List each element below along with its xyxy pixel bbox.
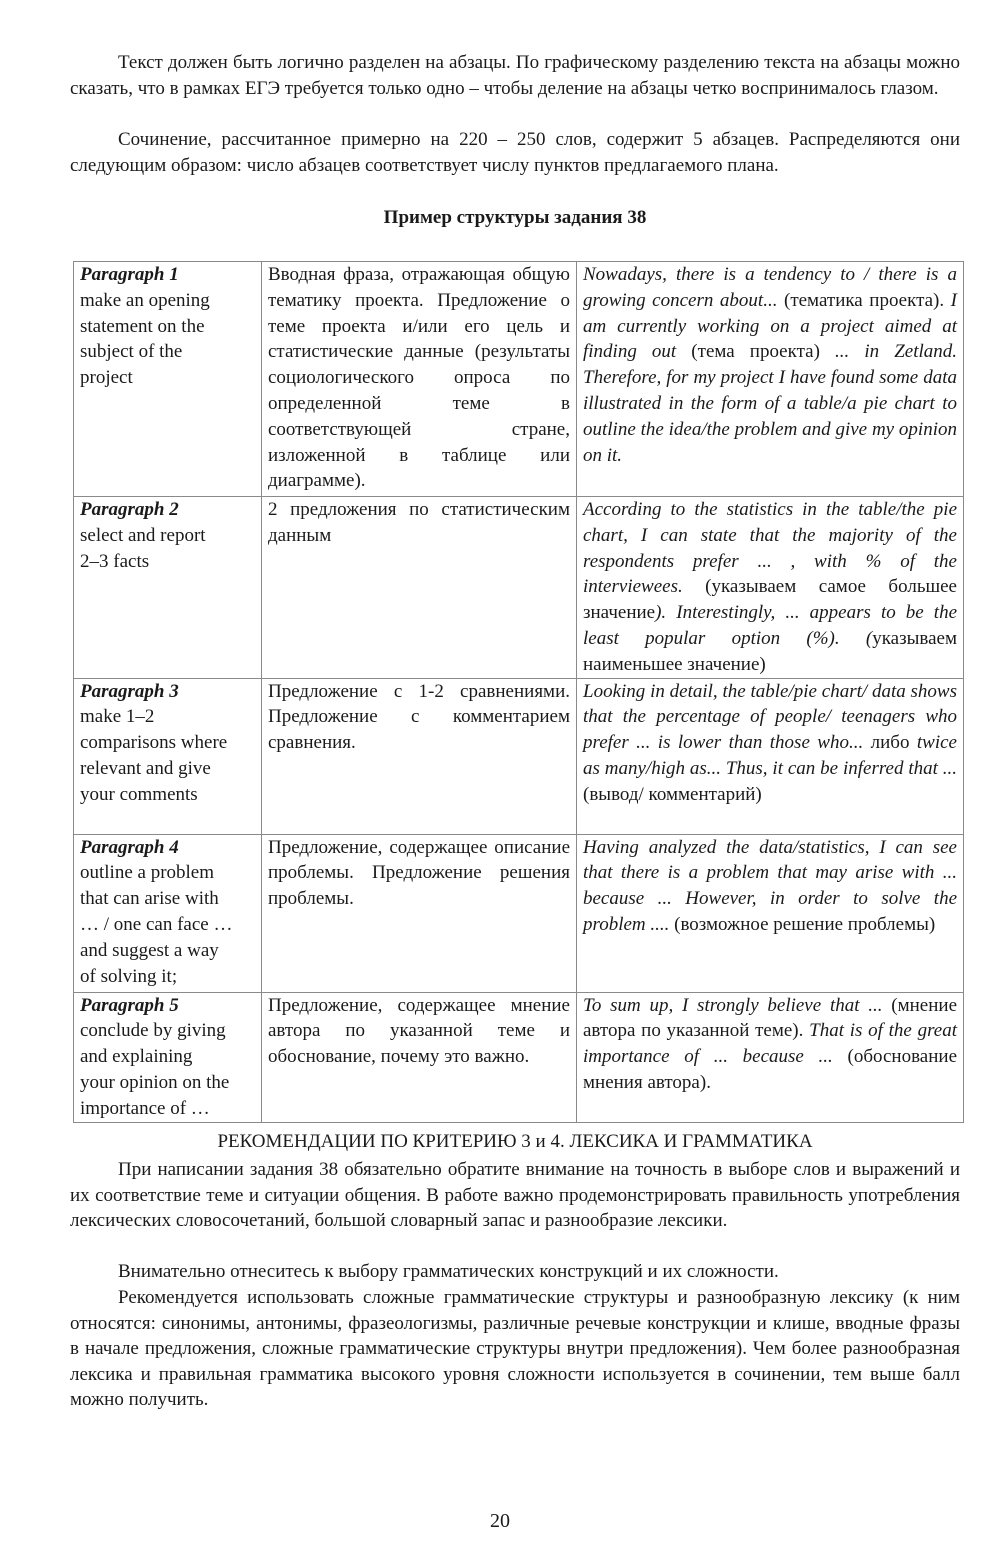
paragraph-task-line: outline a problem — [80, 862, 215, 884]
example-segment: либо — [863, 732, 917, 754]
paragraph-cell — [74, 262, 262, 497]
paragraph-task-line: 2–3 facts — [80, 550, 150, 572]
paragraph-title: Paragraph 1 — [80, 264, 179, 285]
paragraph-title: Paragraph 2 — [80, 499, 179, 520]
paragraph-task-line: of solving it; — [80, 965, 178, 987]
paragraph-task-line: statement on the — [80, 315, 205, 337]
paragraph-cell — [74, 497, 262, 679]
description-cell: Предложение, содержащее мнение автора по указанной теме и обоснование, почему это важно. — [262, 992, 577, 1122]
paragraph-title: Paragraph 4 — [80, 836, 179, 858]
description-cell: Предложение с 1-2 сравнениями. Предложение с комментарием сравнения. — [262, 678, 577, 834]
paragraph-task-line: your comments — [80, 783, 198, 805]
description-cell: Предложение, содержащее описание проблемы. Предложение решения проблемы. — [262, 834, 577, 992]
paragraph-task-line: conclude by giving — [80, 1020, 226, 1042]
example-segment: I am currently working on a project aimed at finding out — [583, 289, 957, 363]
paragraph-task-line: subject of the — [80, 341, 183, 363]
paragraph-task-line: project — [80, 367, 133, 389]
example-segment: указываем наименьшее значение) — [583, 627, 957, 675]
paragraph-title: Paragraph 3 — [80, 680, 179, 702]
paragraph-task-line: and explaining — [80, 1046, 193, 1068]
example-segment: (тематика проекта). — [777, 289, 951, 311]
section-paragraph-2: Внимательно отнеситесь к выбору грамматических конструкций и их сложности. — [118, 1261, 779, 1282]
example-segment: (возможное решение проблемы) — [669, 913, 936, 935]
paragraph-task-line: that can arise with — [80, 888, 219, 910]
example-segment: Having analyzed the data/statistics, I can see that there is a problem that may arise with ... because ... However, in order to solve the problem .... — [583, 836, 957, 935]
example-segment: That is of the great importance of ... because ... — [583, 1020, 957, 1068]
example-segment: (обоснование мнения автора). — [583, 1046, 958, 1093]
paragraph-cell — [74, 992, 262, 1122]
table-row — [74, 262, 964, 497]
example-segment: ). Interestingly, ... appears to be the least popular option (%). ( — [583, 602, 957, 649]
paragraph-task-line: … / one can face … — [80, 913, 233, 935]
example-cell — [577, 834, 964, 992]
section-paragraph-1: При написании задания 38 обязательно обратите внимание на точность в выборе слов и выражений и их соответствие теме и ситуации общения. В работе важно продемонстрировать правильность употребления лексических словосочетаний, большой словарный запас и разнообразие лексики. — [70, 1159, 960, 1231]
paragraph-task-line: importance of … — [80, 1097, 210, 1119]
paragraph-task-line: comparisons where — [80, 732, 228, 754]
example-segment: (вывод/ комментарий) — [583, 783, 762, 805]
example-cell — [577, 678, 964, 834]
example-segment: To sum up, I strongly believe that ... — [583, 994, 883, 1016]
paragraph-cell — [74, 678, 262, 834]
table-row — [74, 678, 964, 834]
paragraph-task-line: make an opening — [80, 289, 210, 311]
section-paragraph-3: Рекомендуется использовать сложные грамматические структуры и разнообразную лексику (к ним относятся: синонимы, антонимы, фразеологизмы, различные речевые конструкции и клише, вводные фразы в начале предложения, сложные грамматические структуры внутри предложения). Чем более разнообразная лексика и правильная грамматика высокого уровня сложности используется в сочинении, тем выше балл можно получить. — [70, 1287, 960, 1410]
section-heading: РЕКОМЕНДАЦИИ ПО КРИТЕРИЮ 3 и 4. ЛЕКСИКА И ГРАММАТИКА — [217, 1131, 813, 1152]
page-number: 20 — [490, 1510, 510, 1532]
table-row — [74, 497, 964, 679]
example-cell — [577, 992, 964, 1122]
intro-paragraph-1: Текст должен быть логично разделен на абзацы. По графическому разделению текста на абзацы можно сказать, что в рамках ЕГЭ требуется только одно – чтобы деление на абзацы четко воспринималось глазом. — [70, 52, 960, 99]
example-segment: (указываем самое большее значение — [583, 576, 957, 624]
example-cell — [577, 497, 964, 679]
paragraph-task-line: and suggest a way — [80, 939, 219, 961]
example-segment: twice as many/high as... Thus, it can be inferred that ... — [583, 732, 957, 779]
example-segment: Looking in detail, the table/pie chart/ data shows that the percentage of people/ teenagers who prefer ... is lower than those who... — [583, 680, 957, 754]
example-segment: (тема проекта) — [676, 341, 835, 363]
paragraph-task-line: make 1–2 — [80, 706, 155, 728]
structure-table — [73, 261, 964, 1123]
example-segment: Nowadays, there is a tendency to / there is a growing concern about... — [583, 264, 957, 311]
example-segment: ... in Zetland. Therefore, for my project I have found some data illustrated in the form of a table/a pie chart to outline the idea/the problem and give my opinion on it. — [583, 341, 957, 466]
paragraph-task-line: your opinion on the — [80, 1071, 230, 1093]
description-cell: Вводная фраза, отражающая общую тематику проекта. Предложение о теме проекта и/или его цель и статистические данные (результаты социологического опроса по определенной теме в соответствующей стране, изложенной в таблице или диаграмме). — [262, 262, 577, 497]
example-segment: According to the statistics in the table/the pie chart, I can state that the majority of the respondents prefer ... , with % of the interviewees. — [583, 499, 957, 598]
table-row — [74, 834, 964, 992]
example-cell — [577, 262, 964, 497]
table-title: Пример структуры задания 38 — [383, 207, 647, 228]
description-cell: 2 предложения по статистическим данным — [262, 497, 577, 679]
table-row — [74, 992, 964, 1122]
intro-paragraph-2: Сочинение, рассчитанное примерно на 220 – 250 слов, содержит 5 абзацев. Распределяются они следующим образом: число абзацев соответствует числу пунктов предлагаемого плана. — [70, 129, 960, 176]
paragraph-cell — [74, 834, 262, 992]
paragraph-task-line: relevant and give — [80, 757, 211, 779]
paragraph-title: Paragraph 5 — [80, 994, 179, 1016]
paragraph-task-line: select and report — [80, 524, 206, 546]
example-segment: (мнение автора по указанной теме). — [583, 994, 957, 1042]
